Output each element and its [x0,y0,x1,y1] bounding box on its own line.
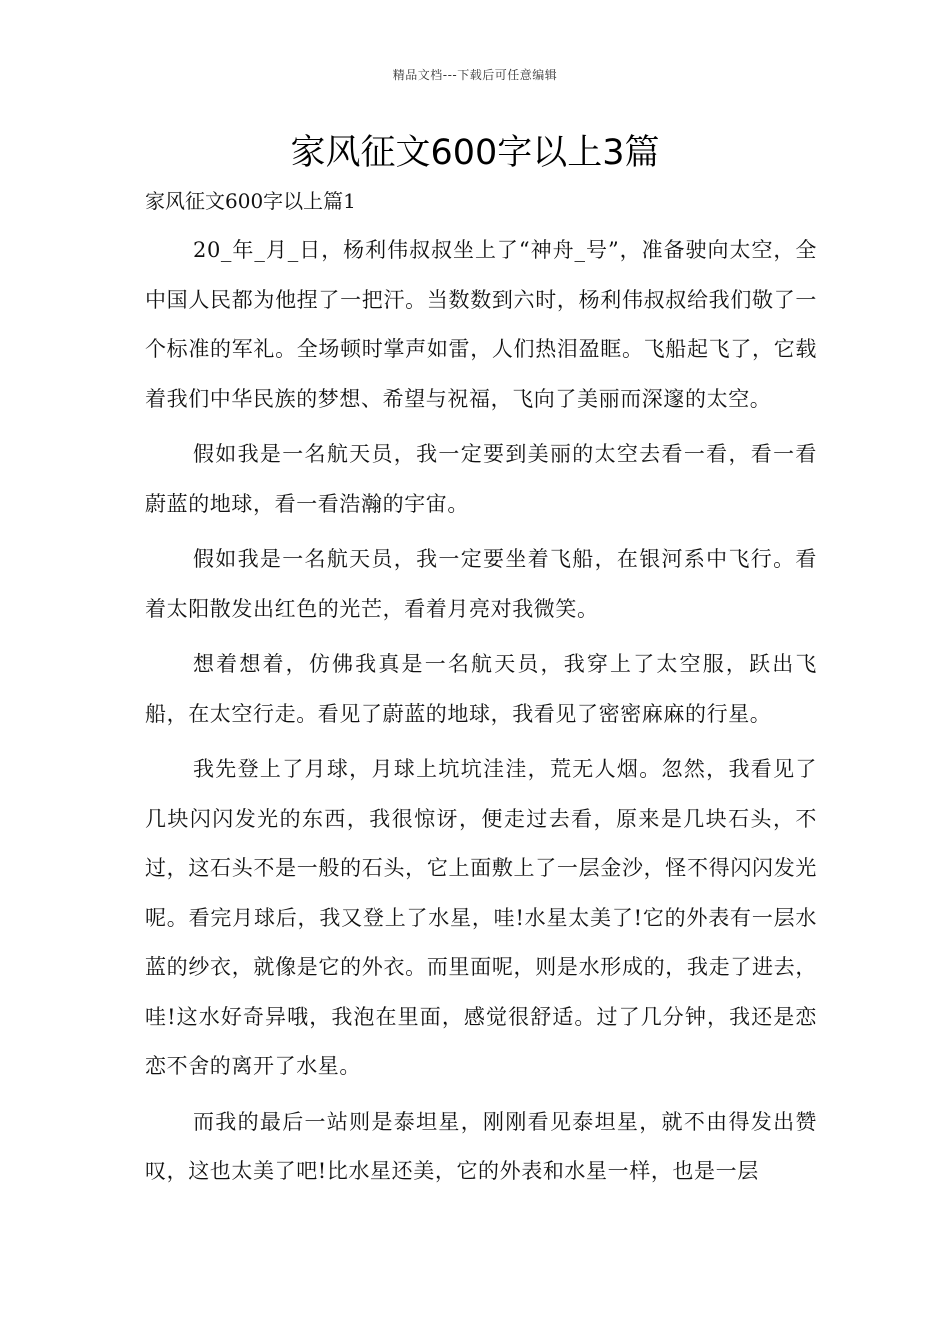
paragraph: 假如我是一名航天员，我一定要到美丽的太空去看一看，看一看蔚蓝的地球，看一看浩瀚的宇宙。 [145,442,817,516]
header-note: 精品文档---下载后可任意编辑 [392,68,558,82]
paragraph: 假如我是一名航天员，我一定要坐着飞船，在银河系中飞行。看着太阳散发出红色的光芒，看着月亮对我微笑。 [145,547,817,621]
paragraph: 而我的最后一站则是泰坦星，刚刚看见泰坦星，就不由得发出赞叹，这也太美了吧!比水星还美，它的外表和水星一样，也是一层 [145,1109,817,1183]
paragraph: 我先登上了月球，月球上坑坑洼洼，荒无人烟。忽然，我看见了几块闪闪发光的东西，我很惊讶，便走过去看，原来是几块石头，不过，这石头不是一般的石头，它上面敷上了一层金沙，怪不得闪闪发光呢。看完月球后，我又登上了水星，哇!水星太美了!它的外表有一层水蓝的纱衣，就像是它的外衣。而里面呢，则是水形成的，我走了进去，哇!这水好奇异哦，我泡在里面，感觉很舒适。过了几分钟，我还是恋恋不舍的离开了水星。 [145,757,817,1078]
section-heading: 家风征文600字以上篇1 [145,189,356,213]
paragraph: 想着想着，仿佛我真是一名航天员，我穿上了太空服，跃出飞船，在太空行走。看见了蔚蓝的地球，我看见了密密麻麻的行星。 [145,652,817,726]
document-title: 家风征文600字以上3篇 [290,133,660,173]
body-text [145,226,817,1203]
paragraph: 20_年_月_日，杨利伟叔叔坐上了“神舟_号”，准备驶向太空，全中国人民都为他捏了一把汗。当数数到六时，杨利伟叔叔给我们敬了一个标准的军礼。全场顿时掌声如雷，人们热泪盈眶。飞船起飞了，它载着我们中华民族的梦想、希望与祝福，飞向了美丽而深邃的太空。 [145,238,817,411]
